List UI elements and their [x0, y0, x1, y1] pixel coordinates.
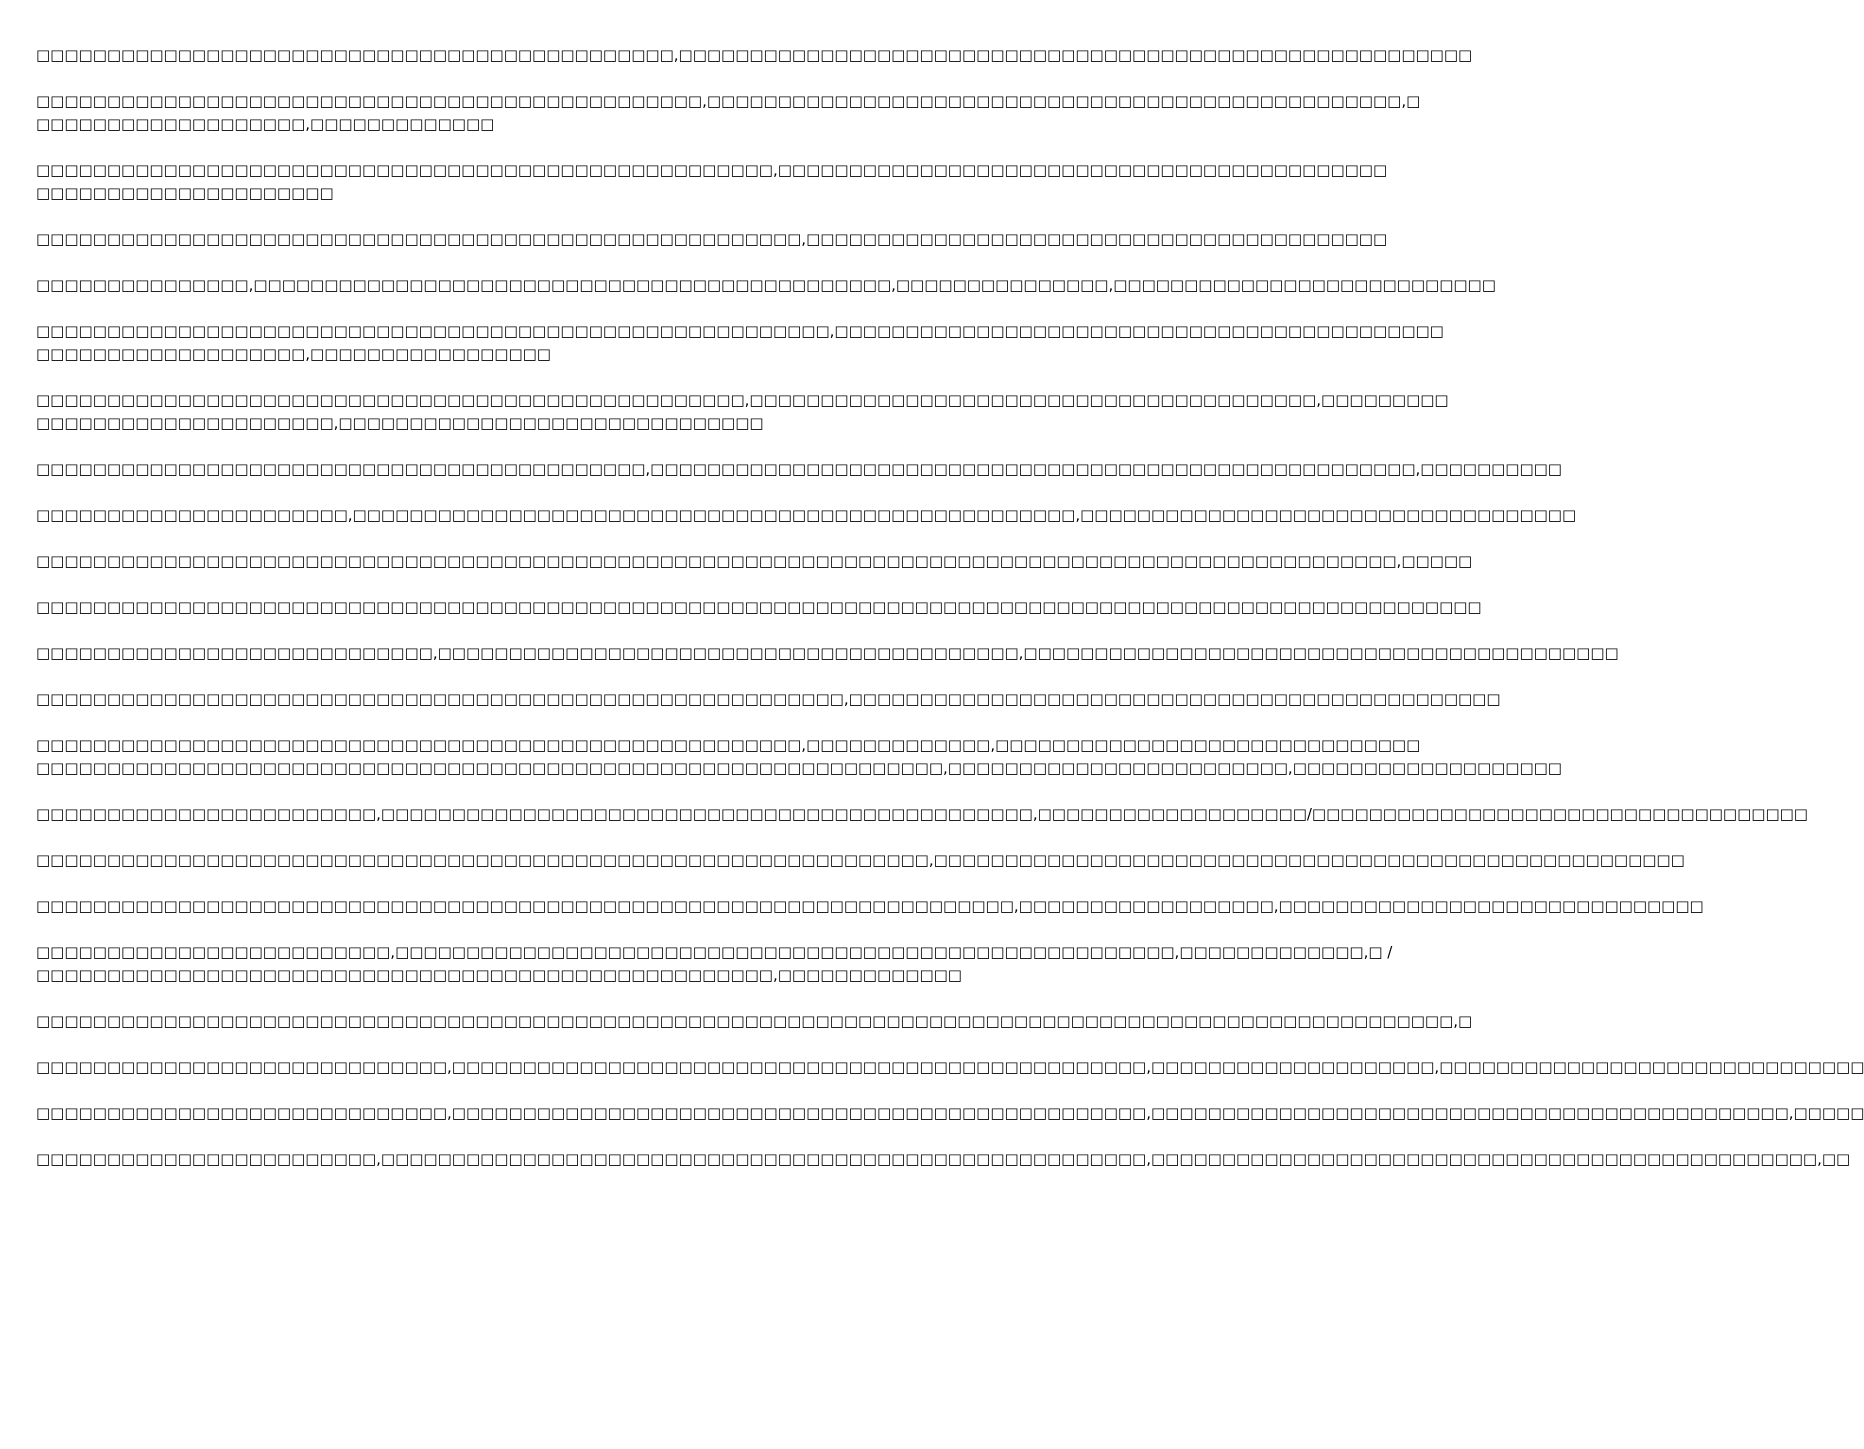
- paragraph: [36, 941, 1393, 987]
- paragraph: [36, 803, 1808, 826]
- paragraph-line: □□□□□□□□□□□□□□□□□□□□□□,□□□□□□□□□□□□□□□□□□□□□□□□□□□□□□□□□□□□□□□□□□□□□□□□□□□,□□□□□□□□□□□□□□□□□□□□□□□□□□□□□□□□□□□: [36, 506, 1577, 524]
- paragraph: [36, 849, 1685, 872]
- paragraph: [36, 90, 1421, 136]
- paragraph: [36, 389, 1449, 435]
- paragraph: [36, 320, 1444, 366]
- paragraph: [36, 895, 1704, 918]
- paragraph: [36, 228, 1388, 251]
- paragraph: [36, 504, 1577, 527]
- paragraph-line: □□□□□□□□□□□□□□□□□□□□□□□□□□□□□□□□□□□□□□□□□□□□□□□□□□□□□□□□□□□□□□□□,□□□□□□□□□□□□□□□□□□□□□□□□,□□□□□□□□□□□□□□□□□□□: [36, 759, 1562, 777]
- paragraph-line: □□□□□□□□□□□□□□□□□□□□□□□□□□□□□□□□□□□□□□□□□□□□□□□□□□□□,□□□□□□□□□□□□□□□□□□□□□□□□□□□□□□□□□□□□□□□□□□□: [36, 161, 1388, 179]
- paragraph-line: □□□□□□□□□□□□□□□□□□□□□□□□□□□□□□□□□□□□□□□□□□□□□□□□□□□□□□□□□□□□□□□□□□□□□□□□□□□□□□□□□□□□□□□□□□□□□□□□□□□□□□: [36, 598, 1482, 616]
- paragraph-line: □□□□□□□□□□□□□□□□□□□□□□□□,□□□□□□□□□□□□□□□□□□□□□□□□□□□□□□□□□□□□□□□□□□□□□□□□□□□□□□,□□□□□□□□□□□□□□□□□□□□□□□□□□□□□□□□□□□□□□□□□□□□□□□,□□: [36, 1150, 1851, 1168]
- paragraph-line: □□□□□□□□□□□□□□□□□□□□□□□□□□□□,□□□□□□□□□□□□□□□□□□□□□□□□□□□□□□□□□□□□□□□□□,□□□□□□□□□□□□□□□□□□□□□□□□□□□□□□□□□□□□□□□□□□: [36, 644, 1619, 662]
- paragraph: [36, 458, 1562, 481]
- paragraph-line: □□□□□□□□□□□□□□□□□□□□□□□□□□□□□□□□□□□□□□□□□□□□□,□□□□□□□□□□□□□□□□□□□□□□□□□□□□□□□□□□□□□□□□□□□□□□□□□□□□□□□□: [36, 46, 1473, 64]
- paragraph-line: □□□□□□□□□□□□□□□□□□□□□□□□□□□□□□□□□□□□□□□□□□□□□□□□□□□□□□□□□□□□□□□□□□□□□,□□□□□□□□□□□□□□□□□□,□□□□□□□□□□□□□□□□□□□□□□□□□□□□□□: [36, 897, 1704, 915]
- paragraph-line: □□□□□□□□□□□□□□□□□□□□□□□□□□□□□□□□□□□□□□□□□□□□□□□,□□□□□□□□□□□□□□□□□□□□□□□□□□□□□□□□□□□□□□□□□□□□□□□□□,□: [36, 92, 1421, 110]
- paragraph-line: □□□□□□□□□□□□□□□□□□□,□□□□□□□□□□□□□□□□□: [36, 345, 551, 363]
- paragraph: [36, 642, 1619, 665]
- document-body: [36, 44, 1864, 1194]
- paragraph-line: □□□□□□□□□□□□□□□□□□□□□□□□□□□□□□□□□□□□□□□□□□□,□□□□□□□□□□□□□□□□□□□□□□□□□□□□□□□□□□□□□□□□□□□□□□□□□□□□□□,□□□□□□□□□□: [36, 460, 1562, 478]
- paragraph-line: □□□□□□□□□□□□□□□□□□□□□□□□□□□□□□□□□□□□□□□□□□□□□□□□□□□□□□□□□,□□□□□□□□□□□□□□□□□□□□□□□□□□□□□□□□□□□□□□□□□□□□□□: [36, 690, 1501, 708]
- paragraph-line: □□□□□□□□□□□□□□□□□□□□□□□□□□□□□,□□□□□□□□□□□□□□□□□□□□□□□□□□□□□□□□□□□□□□□□□□□□□□□□□,□□□□□□□□□□□□□□□□□□□□,□□□□□□□□□□□□□□□□□□□□□□□□□□□□□□: [36, 1058, 1864, 1076]
- paragraph-line: □□□□□□□□□□□□□□□□□□□,□□□□□□□□□□□□□: [36, 115, 495, 133]
- paragraph: [36, 734, 1562, 780]
- paragraph-line: □□□□□□□□□□□□□□□□□□□□□,□□□□□□□□□□□□□□□□□□□□□□□□□□□□□□: [36, 414, 764, 432]
- paragraph-line: □□□□□□□□□□□□□□□□□□□□□□□□□□□□□□□□□□□□□□□□□□□□□□□□□□□□□□,□□□□□□□□□□□□□□□□□□□□□□□□□□□□□□□□□□□□□□□□□: [36, 230, 1388, 248]
- paragraph-line: □□□□□□□□□□□□□□□□□□□□□□□□□□□□□,□□□□□□□□□□□□□□□□□□□□□□□□□□□□□□□□□□□□□□□□□□□□□□□□□,□□□□□□□□□□□□□□□□□□□□□□□□□□□□□□□□□□□□□□□□□□□□□,□□□□□: [36, 1104, 1864, 1122]
- paragraph: [36, 1010, 1473, 1033]
- paragraph: [36, 44, 1473, 67]
- paragraph-line: □□□□□□□□□□□□□□□□□□□□□□□□□□□□□□□□□□□□□□□□□□□□□□□□□□□□□□□□□□□□□□□,□□□□□□□□□□□□□□□□□□□□□□□□□□□□□□□□□□□□□□□□□□□□□□□□□□□□□: [36, 851, 1685, 869]
- paragraph: [36, 688, 1501, 711]
- paragraph-line: □□□□□□□□□□□□□□□□□□□□□□□□□□□□□□□□□□□□□□□□□□□□□□□□□□□□□□,□□□□□□□□□□□□□,□□□□□□□□□□□□□□□□□□□□□□□□□□□□□□: [36, 736, 1421, 754]
- paragraph: [36, 550, 1473, 573]
- paragraph-line: □□□□□□□□□□□□□□□□□□□□□□□□□□□□□□□□□□□□□□□□□□□□□□□□□□,□□□□□□□□□□□□□□□□□□□□□□□□□□□□□□□□□□□□□□□□,□□□□□□□□□: [36, 391, 1449, 409]
- paragraph: [36, 1148, 1851, 1171]
- paragraph: [36, 274, 1496, 297]
- paragraph: [36, 159, 1388, 205]
- paragraph-line: □□□□□□□□□□□□□□□,□□□□□□□□□□□□□□□□□□□□□□□□□□□□□□□□□□□□□□□□□□□□□,□□□□□□□□□□□□□□□,□□□□□□□□□□□□□□□□□□□□□□□□□□□: [36, 276, 1496, 294]
- paragraph: [36, 1056, 1864, 1079]
- paragraph-line: □□□□□□□□□□□□□□□□□□□□□□□□□□□□□□□□□□□□□□□□□□□□□□□□□□□□□□□□,□□□□□□□□□□□□□□□□□□□□□□□□□□□□□□□□□□□□□□□□□□□: [36, 322, 1444, 340]
- paragraph-line: □□□□□□□□□□□□□□□□□□□□□□□□□,□□□□□□□□□□□□□□□□□□□□□□□□□□□□□□□□□□□□□□□□□□□□□□□□□□□□□□□,□□□□□□□□□□□□□,□ /: [36, 943, 1393, 961]
- paragraph-line: □□□□□□□□□□□□□□□□□□□□□□□□□□□□□□□□□□□□□□□□□□□□□□□□□□□□,□□□□□□□□□□□□□: [36, 966, 962, 984]
- paragraph-line: □□□□□□□□□□□□□□□□□□□□□□□□,□□□□□□□□□□□□□□□□□□□□□□□□□□□□□□□□□□□□□□□□□□□□□□,□□□□□□□□□□□□□□□□□□□/□□□□□□□□□□□□□□□□□□□□□□□□□□□□□□□□□□□: [36, 805, 1808, 823]
- paragraph-line: □□□□□□□□□□□□□□□□□□□□□□□□□□□□□□□□□□□□□□□□□□□□□□□□□□□□□□□□□□□□□□□□□□□□□□□□□□□□□□□□□□□□□□□□□□□□□□□□□□□□,□: [36, 1012, 1473, 1030]
- paragraph: [36, 596, 1482, 619]
- paragraph-line: □□□□□□□□□□□□□□□□□□□□□□□□□□□□□□□□□□□□□□□□□□□□□□□□□□□□□□□□□□□□□□□□□□□□□□□□□□□□□□□□□□□□□□□□□□□□□□□□,□□□□□: [36, 552, 1473, 570]
- paragraph: [36, 1102, 1864, 1125]
- paragraph-line: □□□□□□□□□□□□□□□□□□□□□: [36, 184, 334, 202]
